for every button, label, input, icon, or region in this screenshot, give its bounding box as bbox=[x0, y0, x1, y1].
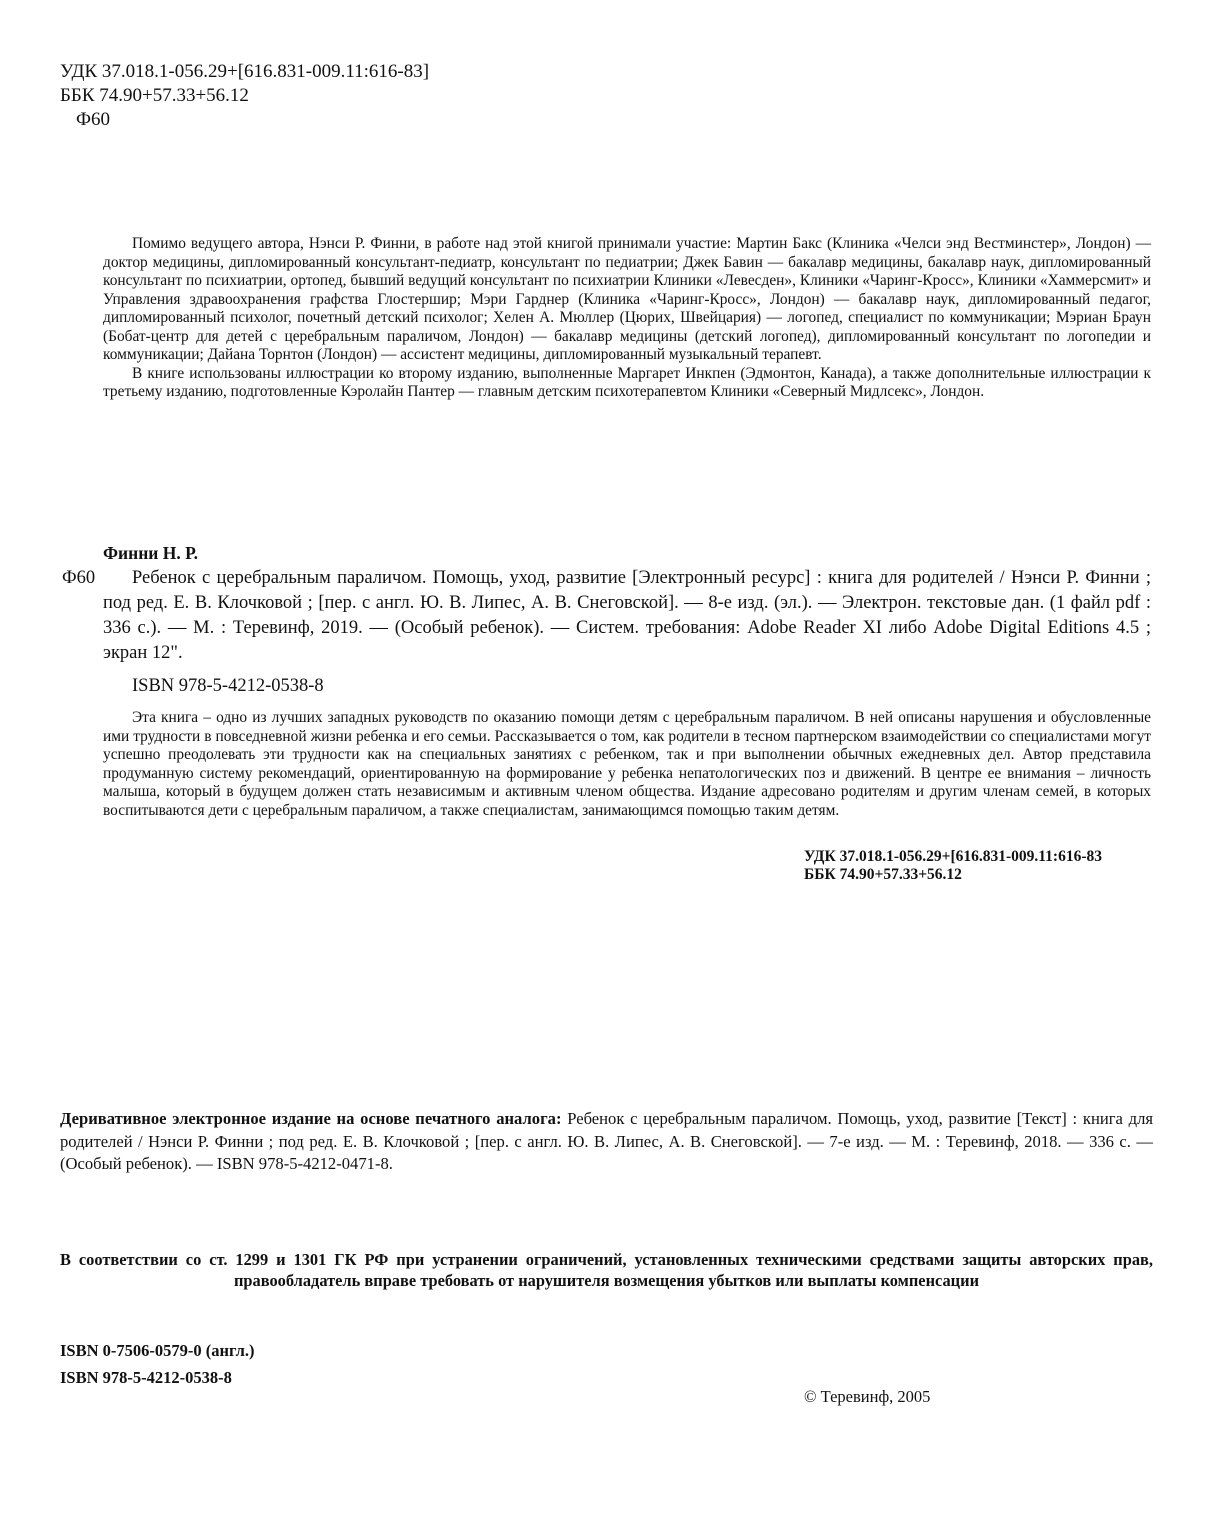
catalog-description: Ребенок с церебральным параличом. Помощь, уход, развитие [Электронный ресурс] : книга для родителей / Нэнси Р. Финни ; под ред. Е. В. Клочковой ; [пер. с англ. Ю. В. Липес, А. В. Снеговской]. — 8-е изд. (эл.). — Электрон. текстовые дан. (1 файл pdf : 336 с.). — М. : Теревинф, 2019. — (Особый ребенок). — Систем. требования: Adobe Reader XI либо Adobe Digital Editions 4.5 ; экран 12". bbox=[103, 568, 1151, 663]
catalog-isbn: ISBN 978-5-4212-0538-8 bbox=[132, 676, 324, 696]
isbn-english: ISBN 0-7506-0579-0 (англ.) bbox=[60, 1341, 255, 1360]
catalog-author-heading: Финни Н. Р. bbox=[103, 543, 198, 563]
annotation-text: Эта книга – одно из лучших западных руководств по оказанию помощи детям с церебральным параличом. В ней описаны нарушения и обусловленные ими трудности в повседневной жизни ребенка и его семьи. Рассказывается о том, как родители в тесном партнерском взаимодействии со специалистами могут успешно преодолевать эти трудности как на специальных занятиях с ребенком, так и при выполнении обычных ежедневных дел. Автор представила продуманную систему рекомендаций, ориентированную на формирование у ребенка непатологических поз и движений. В центре ее внимания – личность малыша, который в будущем должен стать независимым и активным членом общества. Издание адресовано родителям и другим членам семей, в которых воспитываются дети с церебральным параличом, а также специалистам, занимающимся помощью таким детям. bbox=[103, 709, 1151, 819]
legal-notice: В соответствии со ст. 1299 и 1301 ГК РФ при устранении ограничений, установленных техническими средствами защиты авторских прав, правообладатель вправе требовать от нарушителя возмещения убытков или выплаты компенсации bbox=[60, 1250, 1153, 1290]
author-mark: Ф60 bbox=[76, 109, 111, 130]
contributors-paragraph: Помимо ведущего автора, Нэнси Р. Финни, в работе над этой книгой принимали участие: Мартин Бакс (Клиника «Челси энд Вестминстер», Лондон) — доктор медицины, дипломированный консультант-педиатр, консультант по педиатрии; Джек Бавин — бакалавр медицины, бакалавр наук, дипломированный консультант по психиатрии, ортопед, бывший ведущий консультант по психиатрии Клиники «Левеcден», Клиники «Чаринг-Кросс», Клиники «Хаммерсмит» и Управления здравоохранения графства Глостершир; Мэри Гарднер (Клиника «Чаринг-Кросс», Лондон) — бакалавр наук, дипломированный педагог, дипломированный психолог, почетный детский психолог; Хелен А. Мюллер (Цюрих, Швейцария) — логопед, специалист по коммуникации; Мэриан Браун (Бобат-центр для детей с церебральным параличом, Лондон) — бакалавр медицины (детский логопед), дипломированный консультант по логопедии и коммуникации; Дайана Торнтон (Лондон) — ассистент медицины, дипломированный музыкальный терапевт. bbox=[103, 235, 1151, 363]
illustrations-paragraph: В книге использованы иллюстрации ко второму изданию, выполненные Маргарет Инкпен (Эдмонтон, Канада), а также дополнительные иллюстрации к третьему изданию, подготовленные Кэролайн Пантер — главным детским психотерапевтом Клиники «Северный Мидлсекс», Лондон. bbox=[103, 364, 1151, 400]
contributors-block bbox=[103, 235, 1151, 402]
annotation-block bbox=[103, 709, 1151, 820]
derivative-edition bbox=[60, 1108, 1153, 1176]
udk-code: УДК 37.018.1-056.29+[616.831-009.11:616-83] bbox=[60, 61, 430, 82]
derivative-text: Ребенок с церебральным параличом. Помощь, уход, развитие [Текст] : книга для родителей / Нэнси Р. Финни ; под ред. Е. В. Клочковой ; [пер. с англ. Ю. В. Липес, А. В. Снеговской]. — 7-е изд. — М. : Теревинф, 2018. — 336 с. — (Особый ребенок). — ISBN 978-5-4212-0471-8. bbox=[60, 1109, 1153, 1173]
derivative-label: Деривативное электронное издание на основе печатного аналога: bbox=[60, 1109, 562, 1128]
classification-bbk: ББК 74.90+57.33+56.12 bbox=[804, 866, 962, 883]
isbn-russian: ISBN 978-5-4212-0538-8 bbox=[60, 1368, 232, 1387]
catalog-mark: Ф60 bbox=[62, 568, 96, 588]
copyright-notice: © Теревинф, 2005 bbox=[804, 1387, 931, 1406]
bbk-code: ББК 74.90+57.33+56.12 bbox=[60, 85, 249, 106]
classification-udk: УДК 37.018.1-056.29+[616.831-009.11:616-83 bbox=[804, 848, 1102, 865]
